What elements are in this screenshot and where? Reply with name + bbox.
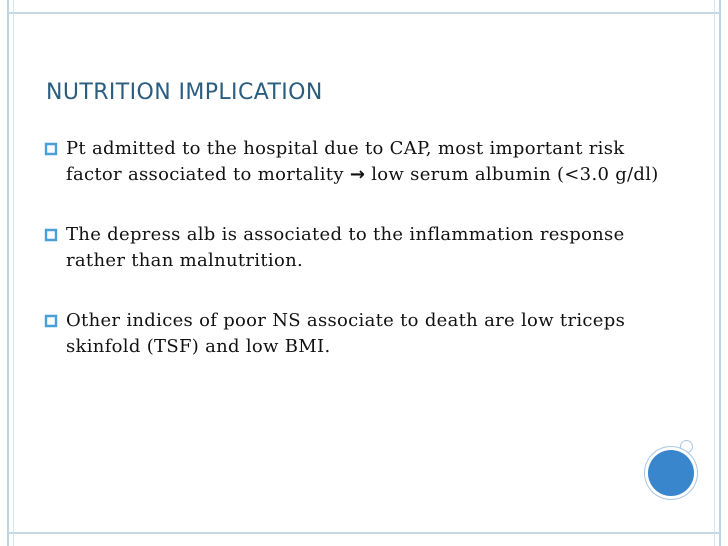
bullet-text: The depress alb is associated to the inflammation response rather than malnutrition. [66,224,625,271]
bullet-text: Other indices of poor NS associate to death are low triceps skinfold (TSF) and low BMI. [66,310,626,357]
bullet-item [44,308,664,360]
hollow-square-bullet-icon [44,314,58,328]
bullet-item [44,136,664,188]
blue-circle-decoration [648,450,694,496]
bullet-text [66,136,664,188]
bullet-text-before-arrow: Pt admitted to the hospital due to CAP, most important risk factor associated to mortality [66,138,625,185]
slide-title: NUTRITION IMPLICATION [46,80,323,105]
right-arrow-icon: → [349,164,366,185]
frame-line-right-inner [714,0,715,546]
bullet-list [44,136,664,394]
frame-line-bottom [8,532,720,534]
frame-line-top [8,12,720,14]
frame-line-right [719,0,721,546]
hollow-square-bullet-icon [44,228,58,242]
small-circle-decoration [680,440,693,453]
frame-line-left [7,0,9,546]
bullet-text-after-arrow: low serum albumin (<3.0 g/dl) [365,164,659,185]
bullet-item [44,222,664,274]
hollow-square-bullet-icon [44,142,58,156]
frame-line-left-inner [13,0,14,546]
